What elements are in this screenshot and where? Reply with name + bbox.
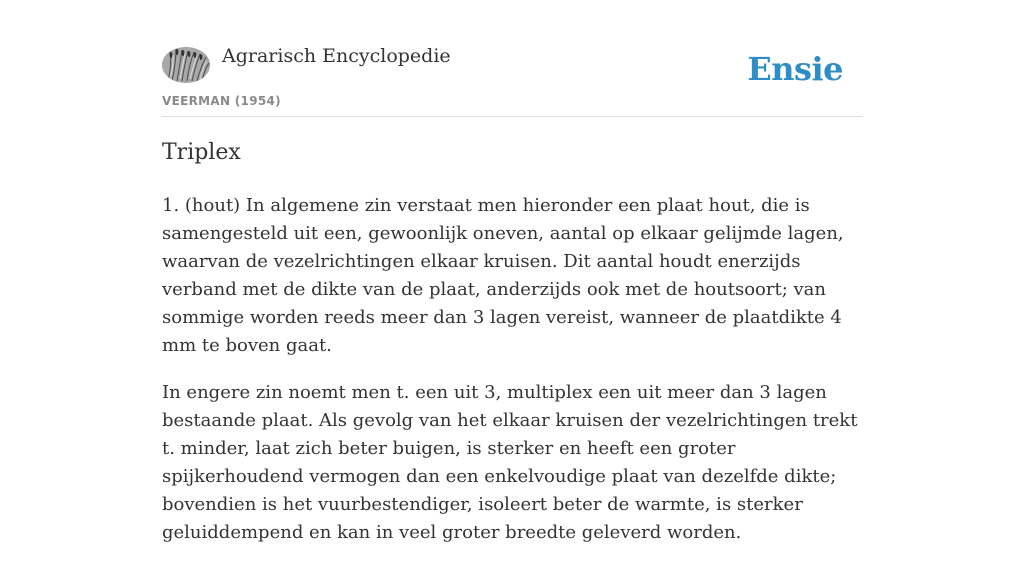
publication-meta: VEERMAN (1954) [162, 94, 281, 108]
brand-logo[interactable]: Ensie [747, 50, 843, 88]
entry-body [162, 192, 862, 566]
wheat-engraving-icon[interactable] [162, 47, 210, 83]
entry-title: Triplex [162, 140, 241, 165]
page [162, 0, 862, 543]
body-paragraph: In engere zin noemt men t. een uit 3, multiplex een uit meer dan 3 lagen bestaande plaat. Als gevolg van het elkaar kruisen der vezelrichtingen trekt t. minder, laat zich beter buigen, is sterker en heeft een groter spijkerhoudend vermogen dan een enkelvoudige plaat van dezelfde dikte; bovendien is het vuurbestendiger, isoleert beter de warmte, is sterker geluiddempend en kan in veel groter breedte geleverd worden. [162, 382, 858, 543]
body-paragraph: 1. (hout) In algemene zin verstaat men hieronder een plaat hout, die is samengesteld uit een, gewoonlijk oneven, aantal op elkaar gelijmde lagen, waarvan de vezelrichtingen elkaar kruisen. Dit aantal houdt enerzijds verband met de dikte van de plaat, anderzijds ook met de houtsoort; van sommige worden reeds meer dan 3 lagen vereist, wanneer de plaatdikte 4 mm te boven gaat. [162, 195, 844, 356]
header [162, 0, 862, 117]
publication-title[interactable]: Agrarisch Encyclopedie [222, 45, 451, 67]
